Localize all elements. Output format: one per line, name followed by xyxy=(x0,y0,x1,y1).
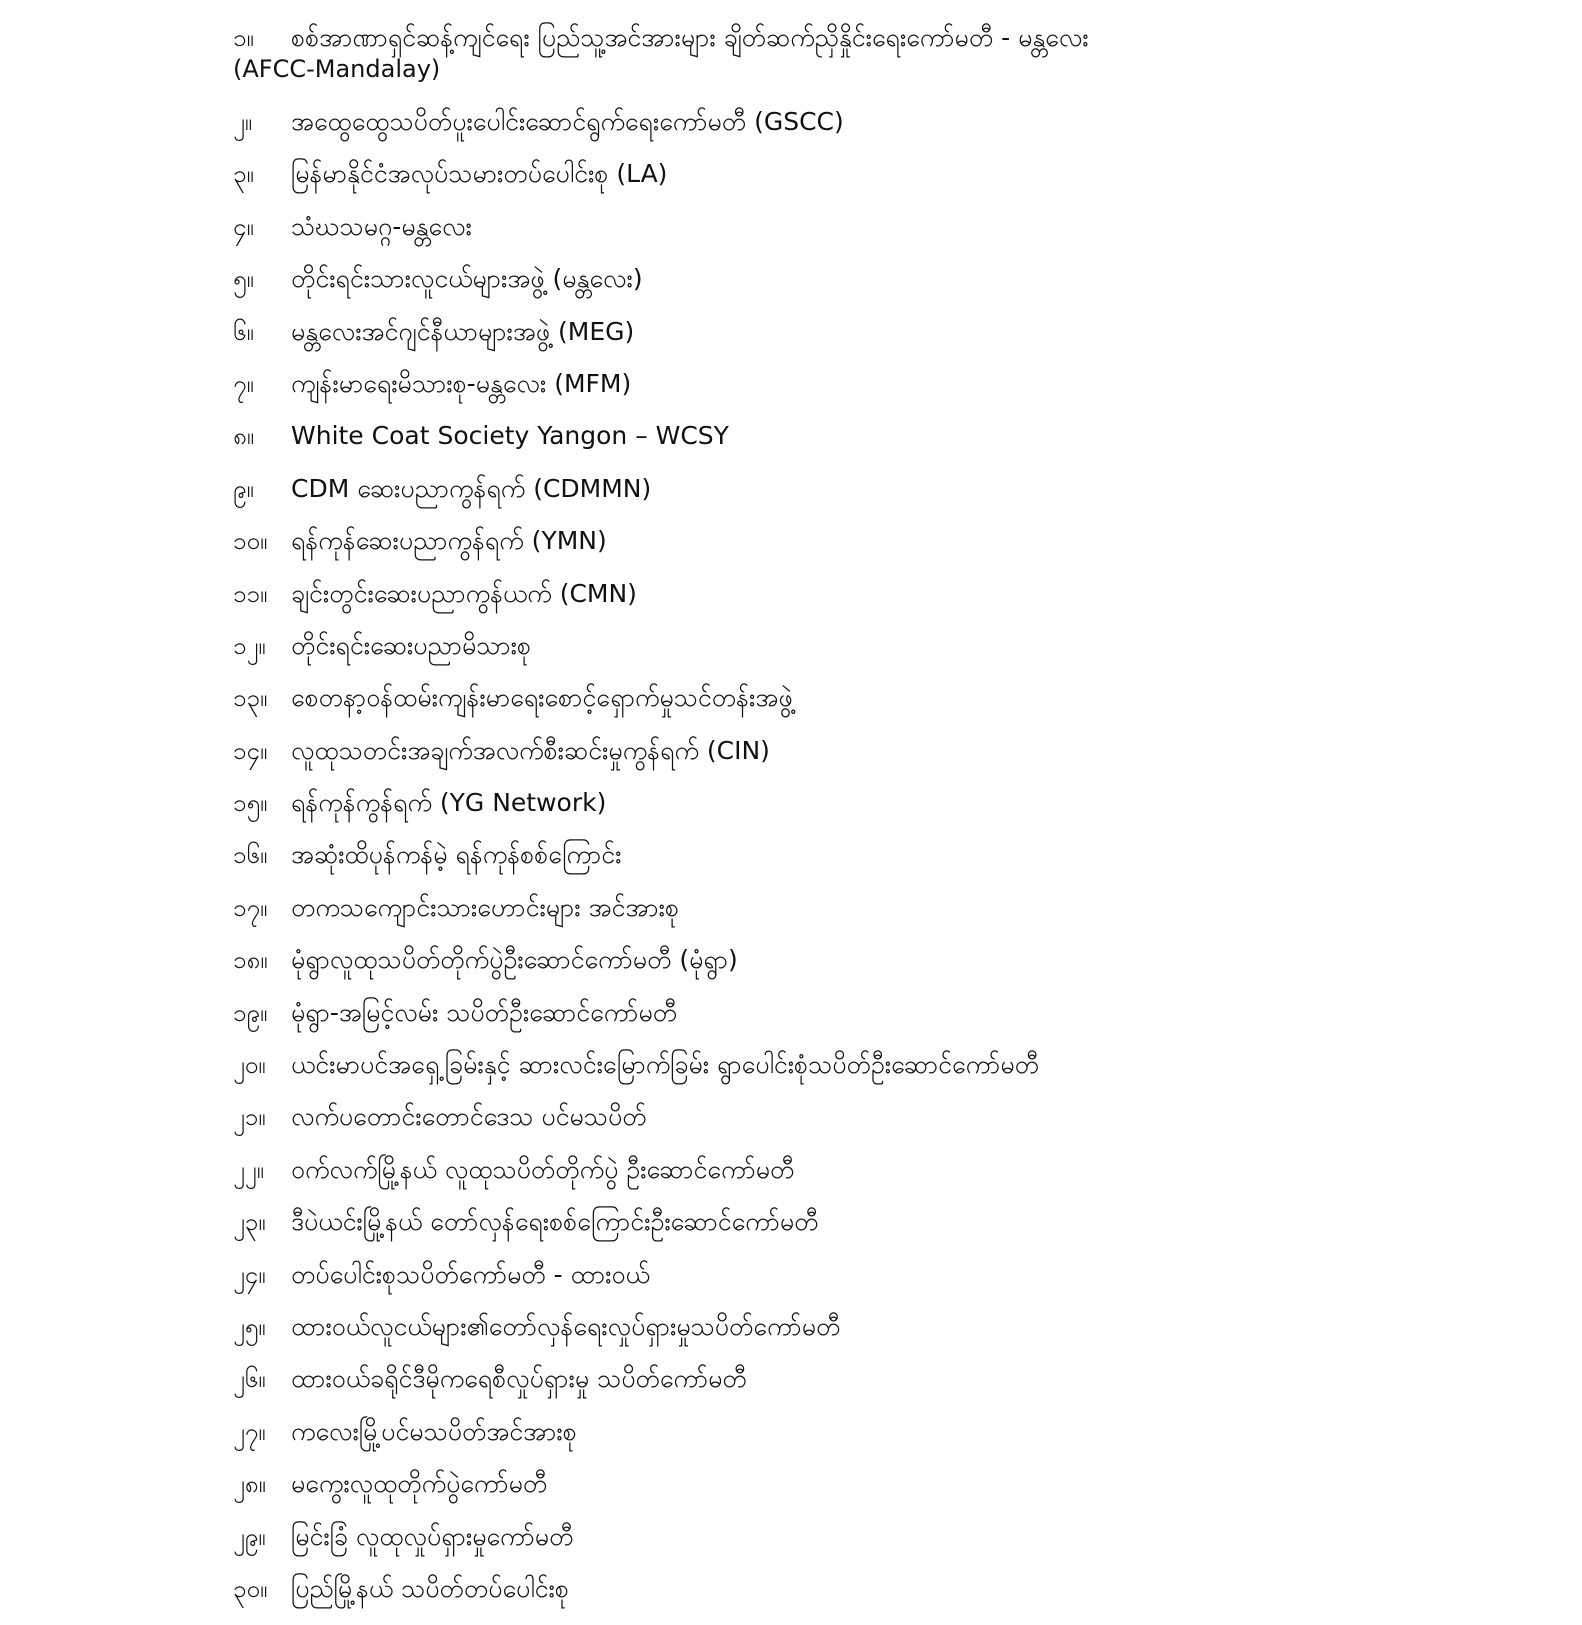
item-name: လူထုသတင်းအချက်အလက်စီးဆင်းမှုကွန်ရက် (CIN) xyxy=(291,735,770,765)
list-item xyxy=(233,1206,1533,1258)
list-item xyxy=(233,944,1533,996)
list-item xyxy=(233,22,1533,106)
item-number: ၂၇။ xyxy=(233,1417,266,1446)
list-item-line xyxy=(233,22,1089,54)
list-item xyxy=(233,839,1533,891)
item-name: White Coat Society Yangon – WCSY xyxy=(291,421,729,451)
item-name: စစ်အာဏာရှင်ဆန့်ကျင်ရေး ပြည်သူ့အင်အားများ ချိတ်ဆက်ညှိနှိုင်းရေးကော်မတီ - မန္တလေး xyxy=(291,23,1089,52)
list-item xyxy=(233,316,1533,368)
item-name: စေတနာ့ဝန်ထမ်းကျန်းမာရေးစောင့်ရှောက်မှုသင်တန်းအဖွဲ့ xyxy=(291,683,793,713)
item-number: ၈။ xyxy=(233,422,254,451)
item-name: ချင်းတွင်းဆေးပညာကွန်ယက် (CMN) xyxy=(291,578,637,608)
item-name: တပ်ပေါင်းစုသပိတ်ကော်မတီ - ထားဝယ် xyxy=(291,1259,650,1289)
list-item xyxy=(233,578,1533,630)
list-item xyxy=(233,787,1533,839)
list-item xyxy=(233,1416,1533,1468)
list-item-content xyxy=(233,22,1089,84)
item-name: ဒီပဲယင်းမြို့နယ် တော်လှန်ရေးစစ်ကြောင်းဦးဆောင်ကော်မတီ xyxy=(291,1207,819,1237)
item-name: မြင်းခြံ လူထုလှုပ်ရှားမှုကော်မတီ xyxy=(291,1521,574,1551)
item-number: ၁၆။ xyxy=(233,841,268,870)
list-item xyxy=(233,525,1533,577)
item-number: ၁၁။ xyxy=(233,579,268,608)
item-name: မြန်မာနိုင်ငံအလုပ်သမားတပ်ပေါင်းစု (LA) xyxy=(291,159,668,189)
item-name: လက်ပတောင်းတောင်ဒေသ ပင်မသပိတ် xyxy=(291,1102,647,1132)
item-number: ၁၈။ xyxy=(233,946,268,975)
item-name: တကသကျောင်းသားဟောင်းများ အင်အားစု xyxy=(291,892,680,922)
item-name: ရန်ကုန်ဆေးပညာကွန်ရက် (YMN) xyxy=(291,526,607,556)
item-number: ၉။ xyxy=(233,474,254,503)
item-number: ၃။ xyxy=(233,160,254,189)
item-name: ထားဝယ်ခရိုင်ဒီမိုကရေစီလှုပ်ရှားမှု သပိတ်ကော်မတီ xyxy=(291,1364,747,1394)
item-name: တိုင်းရင်းသားလူငယ်များအဖွဲ့ (မန္တလေး) xyxy=(291,264,643,294)
list-item xyxy=(233,892,1533,944)
item-number: ၆။ xyxy=(233,317,254,346)
list-item xyxy=(233,158,1533,210)
list-item xyxy=(233,420,1533,472)
item-name: မုံရွာလူထုသပိတ်တိုက်ပွဲဦးဆောင်ကော်မတီ (မုံရွာ) xyxy=(291,945,738,975)
list-item xyxy=(233,630,1533,682)
list-item xyxy=(233,1521,1533,1573)
list-item xyxy=(233,1154,1533,1206)
item-number: ၁၂။ xyxy=(233,631,266,660)
item-name: ကျန်းမာရေးမိသားစု-မန္တလေး (MFM) xyxy=(291,368,632,398)
item-number: ၂၄။ xyxy=(233,1260,266,1289)
list-item xyxy=(233,1573,1533,1625)
list-item xyxy=(233,368,1533,420)
item-name: ပြည်မြို့နယ် သပိတ်တပ်ပေါင်းစု xyxy=(291,1573,569,1603)
organization-list xyxy=(233,22,1533,1625)
item-number: ၁။ xyxy=(233,24,254,52)
item-name: အထွေထွေသပိတ်ပူးပေါင်းဆောင်ရွက်ရေးကော်မတီ (GSCC) xyxy=(291,107,844,136)
item-number: ၂၆။ xyxy=(233,1365,266,1394)
item-name: ကလေးမြို့ပင်မသပိတ်အင်အားစု xyxy=(291,1416,577,1446)
item-name: CDM ဆေးပညာကွန်ရက် (CDMMN) xyxy=(291,473,652,503)
list-item xyxy=(233,1311,1533,1363)
list-item xyxy=(233,1049,1533,1101)
item-number: ၁၀။ xyxy=(233,527,268,556)
item-name: အဆုံးထိပုန်ကန်မဲ့ ရန်ကုန်စစ်ကြောင်း xyxy=(291,840,622,870)
item-number: ၂။ xyxy=(233,108,253,136)
list-item xyxy=(233,997,1533,1049)
item-number: ၂၃။ xyxy=(233,1208,266,1237)
item-name: ယင်းမာပင်အရှေ့ခြမ်းနှင့် ဆားလင်းမြောက်ခြမ်း ရွာပေါင်းစုံသပိတ်ဦးဆောင်ကော်မတီ xyxy=(291,1050,1039,1080)
list-item xyxy=(233,211,1533,263)
list-item xyxy=(233,1363,1533,1415)
item-number: ၂၀။ xyxy=(233,1051,266,1080)
list-item xyxy=(233,735,1533,787)
item-name: တိုင်းရင်းဆေးပညာမိသားစု xyxy=(291,630,532,660)
item-number: ၁၄။ xyxy=(233,736,268,765)
list-item xyxy=(233,473,1533,525)
item-name: ရန်ကုန်ကွန်ရက် (YG Network) xyxy=(291,788,607,818)
list-item xyxy=(233,1468,1533,1520)
list-item xyxy=(233,106,1533,158)
item-number: ၁၇။ xyxy=(233,893,268,922)
item-number: ၁၃။ xyxy=(233,684,268,713)
item-number: ၁၅။ xyxy=(233,789,268,818)
list-item xyxy=(233,1101,1533,1153)
item-number: ၁၉။ xyxy=(233,998,268,1027)
item-number: ၂၅။ xyxy=(233,1312,266,1341)
item-number: ၂၈။ xyxy=(233,1470,266,1499)
item-number: ၃၀။ xyxy=(233,1574,268,1603)
item-name: မန္တလေးအင်ဂျင်နီယာများအဖွဲ့ (MEG) xyxy=(291,316,635,346)
item-name: ဝက်လက်မြို့နယ် လူထုသပိတ်တိုက်ပွဲ ဦးဆောင်ကော်မတီ xyxy=(291,1154,795,1184)
item-number: ၂၂။ xyxy=(233,1155,264,1184)
item-number: ၂၁။ xyxy=(233,1103,266,1132)
item-subtitle: (AFCC-Mandalay) xyxy=(233,55,441,83)
list-item xyxy=(233,682,1533,734)
item-number: ၂၉။ xyxy=(233,1522,266,1551)
item-name: သံဃသမဂ္ဂ-မန္တလေး xyxy=(291,211,472,241)
item-name: မကွေးလူထုတိုက်ပွဲကော်မတီ xyxy=(291,1469,548,1499)
item-name: မုံရွာ-အမြင့်လမ်း သပိတ်ဦးဆောင်ကော်မတီ xyxy=(291,997,678,1027)
item-number: ၄။ xyxy=(233,212,254,241)
item-number: ၇။ xyxy=(233,369,254,398)
list-item xyxy=(233,1259,1533,1311)
item-number: ၅။ xyxy=(233,265,254,294)
item-name: ထားဝယ်လူငယ်များ၏တော်လှန်ရေးလှုပ်ရှားမှုသပိတ်ကော်မတီ xyxy=(291,1311,841,1341)
list-item xyxy=(233,263,1533,315)
